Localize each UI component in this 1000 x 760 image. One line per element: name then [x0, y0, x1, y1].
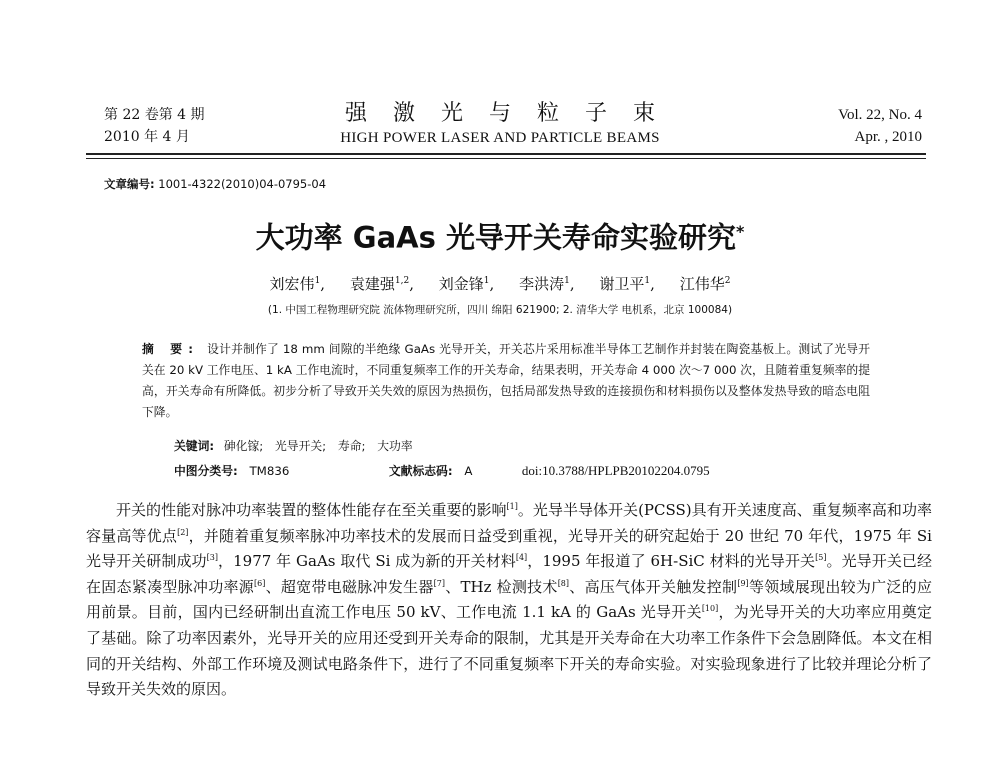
- article-number: [104, 176, 326, 192]
- body-paragraph: 开关的性能对脉冲功率装置的整体性能存在至关重要的影响[1]。光导半导体开关(PCSS)具有开关速度高、重复频率高和功率容量高等优点[2]，并随着重复频率脉冲功率技术的发展而日益受到重视，光导开关的研究起始于 20 世纪 70 年代，1975 年 Si 光导开关研制成功[3]，1977 年 GaAs 取代 Si 成为新的开关材料[4]，1995 年报道了 6H-SiC 材料的光导开关[5]。光导开关已经在固态紧凑型脉冲功率源[6]、超宽带电磁脉冲发生器[7]、THz 检测技术[8]、高压气体开关触发控制[9]等领域展现出较为广泛的应用前景。目前，国内已经研制出直流工作电压 50 kV、工作电流 1.1 kA 的 GaAs 光导开关[10]，为光导开关的大功率应用奠定了基础。除了功率因素外，光导开关的应用还受到开关寿命的限制，尤其是开关寿命在大功率工作条件下会急剧降低。本文在相同的开关结构、外部工作环境及测试电路条件下，进行了不同重复频率下开关的寿命实验。对实验现象进行了比较并理论分析了导致开关失效的原因。: [86, 501, 932, 699]
- journal-title-en: HIGH POWER LASER AND PARTICLE BEAMS: [340, 130, 660, 146]
- citation: [1]: [506, 502, 518, 511]
- doc-code-value: A: [464, 464, 473, 478]
- date-cn: 2010 年 4 月: [104, 129, 190, 145]
- author: 袁建强$^{1,2}$,: [349, 275, 414, 293]
- citation: [2]: [177, 527, 189, 537]
- title-footnote-mark: *: [735, 222, 745, 241]
- keywords-label: 关键词:: [174, 439, 215, 453]
- citation: [3]: [206, 553, 218, 563]
- author: 刘金锋$^1$,: [438, 275, 495, 293]
- keyword: 寿命;: [337, 439, 366, 453]
- keywords: [174, 436, 421, 456]
- affiliations: (1. 中国工程物理研究院 流体物理研究所，四川 绵阳 621900; 2. 清华大学 电机系，北京 100084): [267, 304, 733, 316]
- citation: [9]: [737, 578, 749, 588]
- abstract: [142, 339, 870, 423]
- citation: [5]: [815, 553, 827, 563]
- author-list: [0, 270, 1000, 295]
- paper-title: [0, 212, 1000, 258]
- citation: [8]: [557, 578, 570, 588]
- clc-label: 中图分类号:: [174, 464, 238, 478]
- header-rule-thick: [86, 153, 926, 155]
- author: 李洪涛$^1$,: [519, 275, 575, 293]
- abstract-text: 设计并制作了 18 mm 间隙的半绝缘 GaAs 光导开关，开关芯片采用标准半导体工艺制作并封装在陶瓷基板上。测试了光导开关在 20 kV 工作电压、1 kA 工作电流时，不同重复频率工作的开关寿命，结果表明，开关寿命 4 000 次～7 000 次，且随着重复频率的提高，开关寿命有所降低。初步分析了导致开关失效的原因为热损伤，包括局部发热导致的连接损伤和材料损伤以及整体发热导致的暗态电阻下降。: [142, 342, 871, 419]
- keyword: 光导开关;: [274, 439, 327, 453]
- issue-cn: 第 22 卷第 4 期: [104, 107, 205, 123]
- keyword: 砷化镓;: [223, 439, 264, 453]
- author: 江伟华$^2$: [679, 275, 731, 293]
- article-number-label: 文章编号:: [104, 177, 155, 191]
- paper-title-text: 大功率 GaAs 光导开关寿命实验研究: [255, 220, 736, 255]
- author: 刘宏伟$^1$,: [269, 275, 326, 293]
- classification-line: [174, 461, 710, 481]
- article-number-value: 1001-4322(2010)04-0795-04: [158, 177, 327, 191]
- clc-value: TM836: [249, 464, 290, 478]
- citation: [6]: [254, 578, 266, 588]
- date-en: Apr. , 2010: [854, 129, 922, 145]
- header-rule-thin: [86, 158, 926, 159]
- citation: [10]: [701, 604, 719, 614]
- author: 谢卫平$^1$,: [599, 275, 655, 293]
- header-issue-en: [838, 104, 922, 148]
- citation: [4]: [515, 553, 528, 563]
- vol-en: Vol. 22, No. 4: [838, 107, 922, 123]
- doi: doi:10.3788/HPLPB20102204.0795: [521, 463, 710, 478]
- abstract-label: 摘 要:: [142, 342, 199, 356]
- keyword: 大功率: [377, 439, 413, 453]
- journal-title-cn: 强激光与粒子束: [344, 101, 681, 126]
- citation: [7]: [433, 578, 445, 588]
- doc-code-label: 文献标志码:: [388, 464, 453, 478]
